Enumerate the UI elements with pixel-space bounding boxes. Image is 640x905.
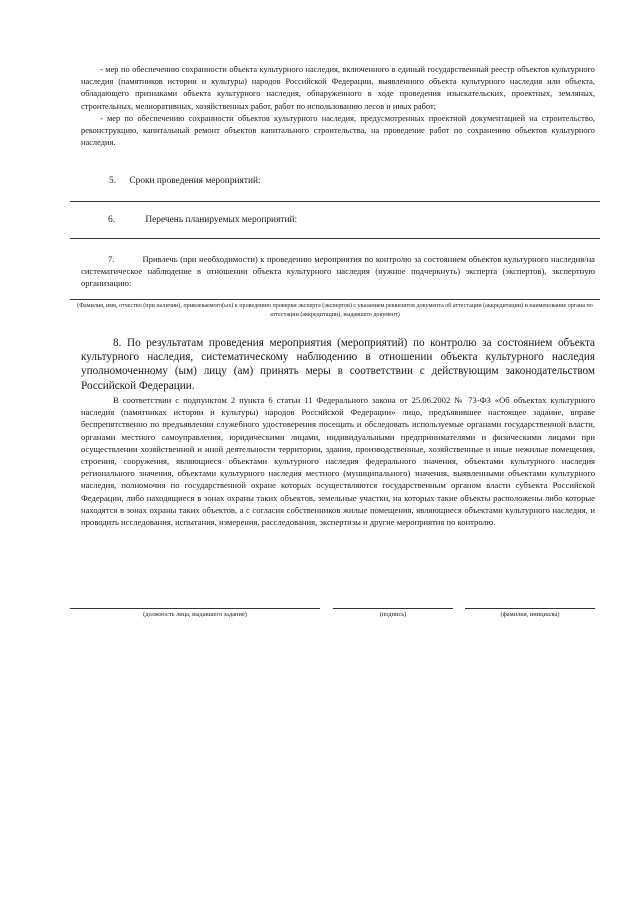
section-6 xyxy=(108,215,297,225)
section-8-text: 8. По результатам проведения мероприятия (мероприятий) по контролю за состоянием объекта культурного наследия, систематическому наблюдению в отношении объекта культурного наследия уполномоченному (ым) лицу (ам) принять меры в соответствии с действующим законодательством Российской Федерации. xyxy=(81,337,595,392)
position-caption: (должность лица, выдавшего задание) xyxy=(143,611,247,618)
section-8 xyxy=(81,336,595,393)
intro-item-1: - мер по обеспечению сохранности объекта культурного наследия, включенного в единый государственный реестр объектов культурного наследия (памятников истории и культуры) народов Российской Федерации, выявленного объекта культурного наследия или объекта, обладающего признаками объекта культурного наследия, обнаруженного в ходе проведения изыскательских, проектных, земляных, строительных, мелиоративных, хозяйственных работ, работ по использованию лесов и иных работ; xyxy=(81,65,595,111)
name-caption: (фамилия, инициалы) xyxy=(500,611,560,618)
signature-line xyxy=(333,608,453,609)
section-5 xyxy=(109,176,261,186)
legal-paragraph: В соответствии с подпунктом 2 пункта 6 статьи 11 Федерального закона от 25.06.2002 № 73-ФЗ «Об объектах культурного наследия (памятниках истории и культуры) народов Российской Федерации» лицо, предъявившее настоящее задание, вправе беспрепятственно по предъявлении служебного удостоверения посещать и обследовать используемые органами государственной власти, органами местного самоуправления, юридическими лицами, индивидуальными предпринимателями и физическими лицами при осуществлении хозяйственной и иной деятельности территории, здания, производственные, хозяйственные и иные нежилые помещения, строения, сооружения, являющиеся объектами культурного наследия федерального значения, объектами культурного наследия регионального значения, объектами культурного наследия местного (муниципального) значения, выявленными объектами культурного наследия, полномочия по государственной охране которых осуществляются государственным органом власти субъекта Российской Федерации, либо находящиеся в зонах охраны таких объектов, земельные участки, на которых такие объекты расположены либо которые находятся в зонах охраны таких объектов, а с согласия собственников жилые помещения, являющиеся объектами культурного наследия, и проводить исследования, испытания, измерения, расследования, экспертизы и другие мероприятия по контролю. xyxy=(81,395,595,528)
signature-caption: (подпись) xyxy=(379,611,407,618)
expert-caption: (Фамилия, имя, отчество (при наличии), привлекаемого(ых) к проведению проверки эксперта (экспертов) с указанием реквизитов документа об аттестации (аккредитации) и наименование органа по аттестации (аккредитации), выдавшего документ) xyxy=(77,303,593,318)
section-5-label: Сроки проведения мероприятий: xyxy=(129,176,261,186)
section-7 xyxy=(81,253,595,290)
legal-paragraph-block xyxy=(81,394,595,528)
section-6-fill-line xyxy=(70,238,600,239)
section-6-number: 6. xyxy=(108,215,116,225)
section-5-number: 5. xyxy=(109,176,117,186)
section-7-number: 7. xyxy=(108,254,115,264)
intro-item-2: - мер по обеспечению сохранности объектов культурного наследия, предусмотренных проектной документацией на строительство, реконструкцию, капитальный ремонт объектов капитального строительства, на проведение работ по сохранению объектов культурного наследия. xyxy=(81,113,595,148)
section-6-label: Перечень планируемых мероприятий: xyxy=(145,215,298,225)
section-5-fill-line xyxy=(70,201,600,202)
position-line xyxy=(70,608,320,609)
section-7-fill-line xyxy=(70,299,600,300)
name-line xyxy=(465,608,595,609)
section-7-text: Привлечь (при необходимости) к проведению мероприятия по контролю за состоянием объектов культурного наследия/на систематическое наблюдение в отношении объекта культурного наследия (нужное подчеркнуть) эксперта (экспертов), экспертную организацию: xyxy=(81,254,595,289)
intro-block xyxy=(81,64,595,149)
